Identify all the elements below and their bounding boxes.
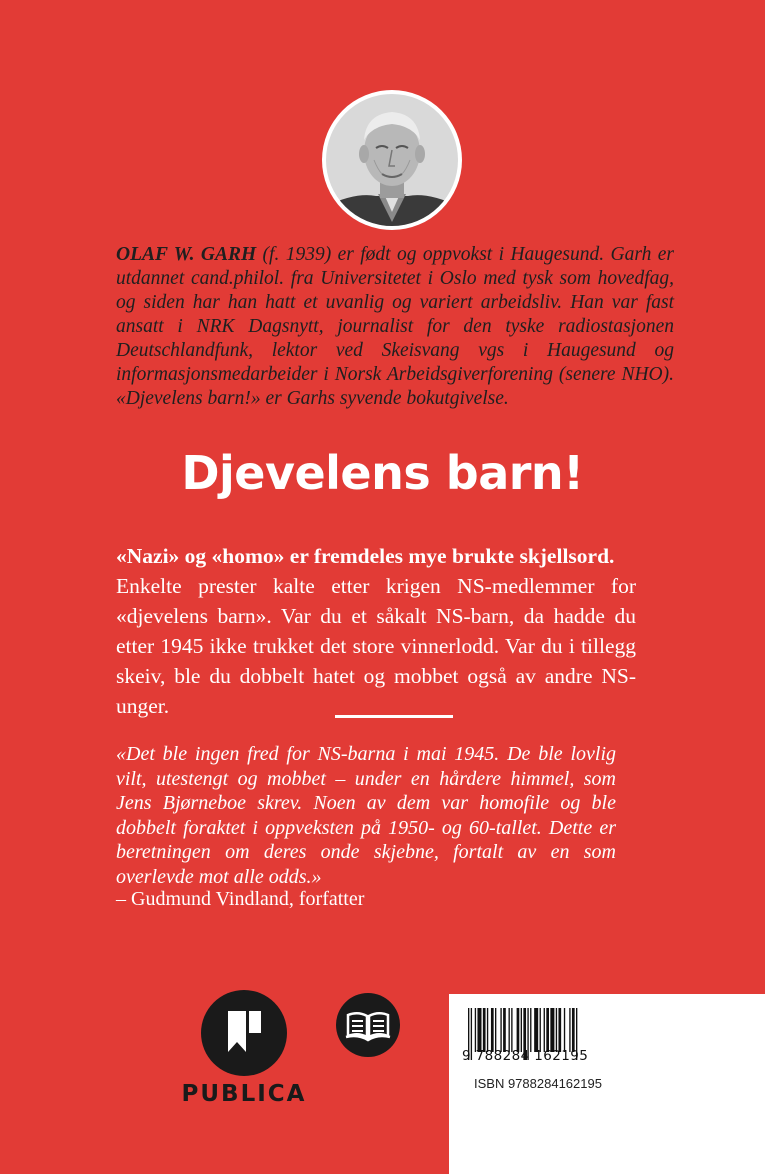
publica-logo-icon (201, 990, 287, 1076)
author-bio-text: (f. 1939) er født og oppvokst i Haugesund. Garh er utdannet cand.philol. fra Universitetet i Oslo med tysk som hovedfag, og siden har han hatt et uvanlig og variert arbeidsliv. Han var fast ansatt i NRK Dagsnytt, journalist for den tyske radiostasjonen Deutschlandfunk, lektor ved Skeisvang vgs i Haugesund og informasjonsmedarbeider i Norsk Arbeidsgiverforening (senere NHO). «Djevelens barn!» er Garhs syvende bokutgivelse. (116, 244, 675, 409)
publisher-name: PUBLICA (181, 1081, 307, 1107)
blurb (116, 541, 636, 721)
author-portrait (322, 90, 462, 230)
review-quote: «Det ble ingen fred for NS-barna i mai 1945. De ble lovlig vilt, utestengt og mobbet – under en hårdere himmel, som Jens Bjørneboe skrev. Noen av dem var homofile og ble dobbelt foraktet i oppveksten på 1950- og 60-tallet. Dette er beretningen om deres onde skjebne, fortalt av en som overlevde mot alle odds.» (116, 743, 616, 888)
blurb-lead: «Nazi» og «homo» er fremdeles mye brukte skjellsord. (116, 544, 615, 568)
divider (335, 715, 453, 718)
quote-attribution: – Gudmund Vindland, forfatter (116, 888, 365, 910)
open-book-icon (336, 993, 400, 1057)
isbn-number: ISBN 9788284162195 (474, 1076, 602, 1091)
barcode-digits: 9 788284 162195 (462, 1048, 589, 1064)
author-photo (326, 94, 458, 226)
blurb-body: Enkelte prester kalte etter krigen NS-medlemmer for «djevelens barn». Var du et såkalt NS-barn, da hadde du etter 1945 ikke trukket det store vinnerlodd. Var du i tillegg skeiv, ble du dobbelt hatet og mobbet også av andre NS-unger. (116, 574, 636, 718)
barcode-label (449, 994, 765, 1174)
book-title: Djevelens barn! (181, 446, 584, 500)
author-name: OLAF W. GARH (116, 244, 257, 265)
author-bio (116, 243, 674, 411)
